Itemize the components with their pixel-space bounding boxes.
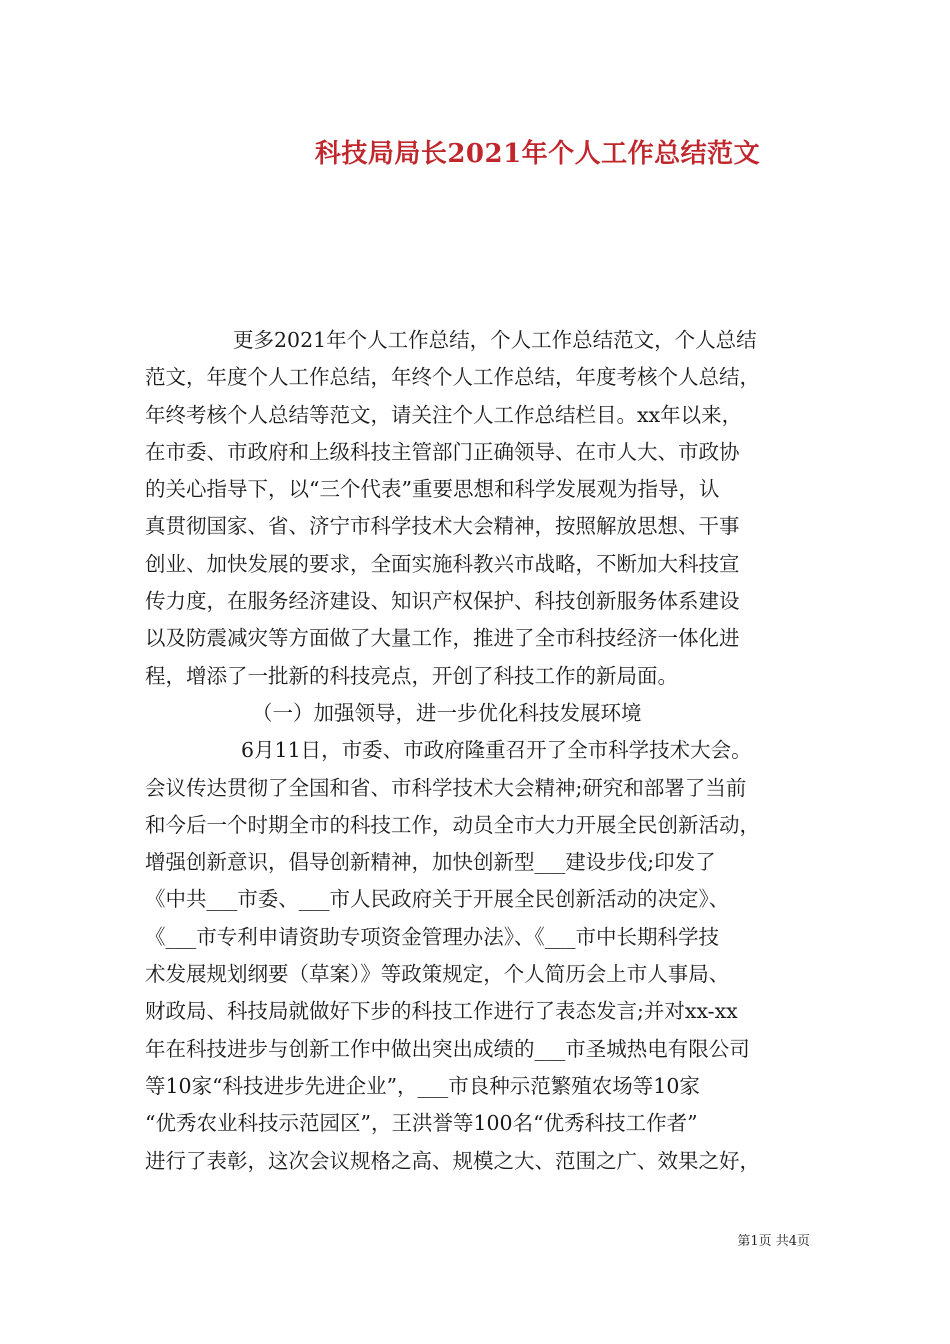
text-line: 等10家“科技进步先进企业”，___市良种示范繁殖农场等10家 (145, 1073, 700, 1098)
text-line: 进行了表彰，这次会议规格之高、规模之大、范围之广、效果之好， (145, 1148, 760, 1173)
text-line: 真贯彻国家、省、济宁市科学技术大会精神，按照解放思想、干事 (145, 514, 740, 539)
text-line: 更多2021年个人工作总结，个人工作总结范文，个人总结 (233, 328, 757, 352)
text-line: 传力度，在服务经济建设、知识产权保护、科技创新服务体系建设 (145, 589, 740, 614)
text-line: 会议传达贯彻了全国和省、市科学技术大会精神;研究和部署了当前 (145, 775, 747, 800)
text-line: 增强创新意识，倡导创新精神，加快创新型___建设步伐;印发了 (145, 850, 716, 875)
document-title: 科技局局长2021年个人工作总结范文 (314, 139, 761, 169)
text-line: 6月11日，市委、市政府隆重召开了全市科学技术大会。 (241, 738, 752, 763)
text-line: 财政局、科技局就做好下步的科技工作进行了表态发言;并对xx-xx (145, 999, 738, 1024)
text-line: 程，增添了一批新的科技亮点，开创了科技工作的新局面。 (145, 663, 678, 688)
text-line: 年在科技进步与创新工作中做出突出成绩的___市圣城热电有限公司 (145, 1036, 750, 1061)
text-line: 和今后一个时期全市的科技工作，动员全市大力开展全民创新活动， (145, 812, 760, 837)
text-line: 在市委、市政府和上级科技主管部门正确领导、在市人大、市政协 (145, 439, 740, 464)
page-number: 第1页 共4页 (737, 1234, 810, 1249)
document-body (145, 322, 815, 1180)
text-line: 术发展规划纲要（草案）》等政策规定，个人简历会上市人事局、 (145, 962, 730, 987)
text-line: 的关心指导下，以“三个代表”重要思想和科学发展观为指导，认 (145, 477, 720, 502)
text-line: 《中共___市委、___市人民政府关于开展全民创新活动的决定》、 (145, 887, 730, 912)
section-heading: （一）加强领导，进一步优化科技发展环境 (252, 700, 642, 725)
text-line: 《___市专利申请资助专项资金管理办法》、《___市中长期科学技 (145, 924, 719, 949)
text-line: “优秀农业科技示范园区”，王洪誉等100名“优秀科技工作者” (145, 1111, 698, 1136)
text-line: 年终考核个人总结等范文，请关注个人工作总结栏目。xx年以来， (145, 402, 743, 427)
text-line: 范文，年度个人工作总结，年终个人工作总结，年度考核个人总结， (145, 365, 760, 390)
text-line: 以及防震减灾等方面做了大量工作，推进了全市科技经济一体化进 (145, 626, 740, 651)
text-line: 创业、加快发展的要求，全面实施科教兴市战略，不断加大科技宣 (145, 551, 740, 576)
